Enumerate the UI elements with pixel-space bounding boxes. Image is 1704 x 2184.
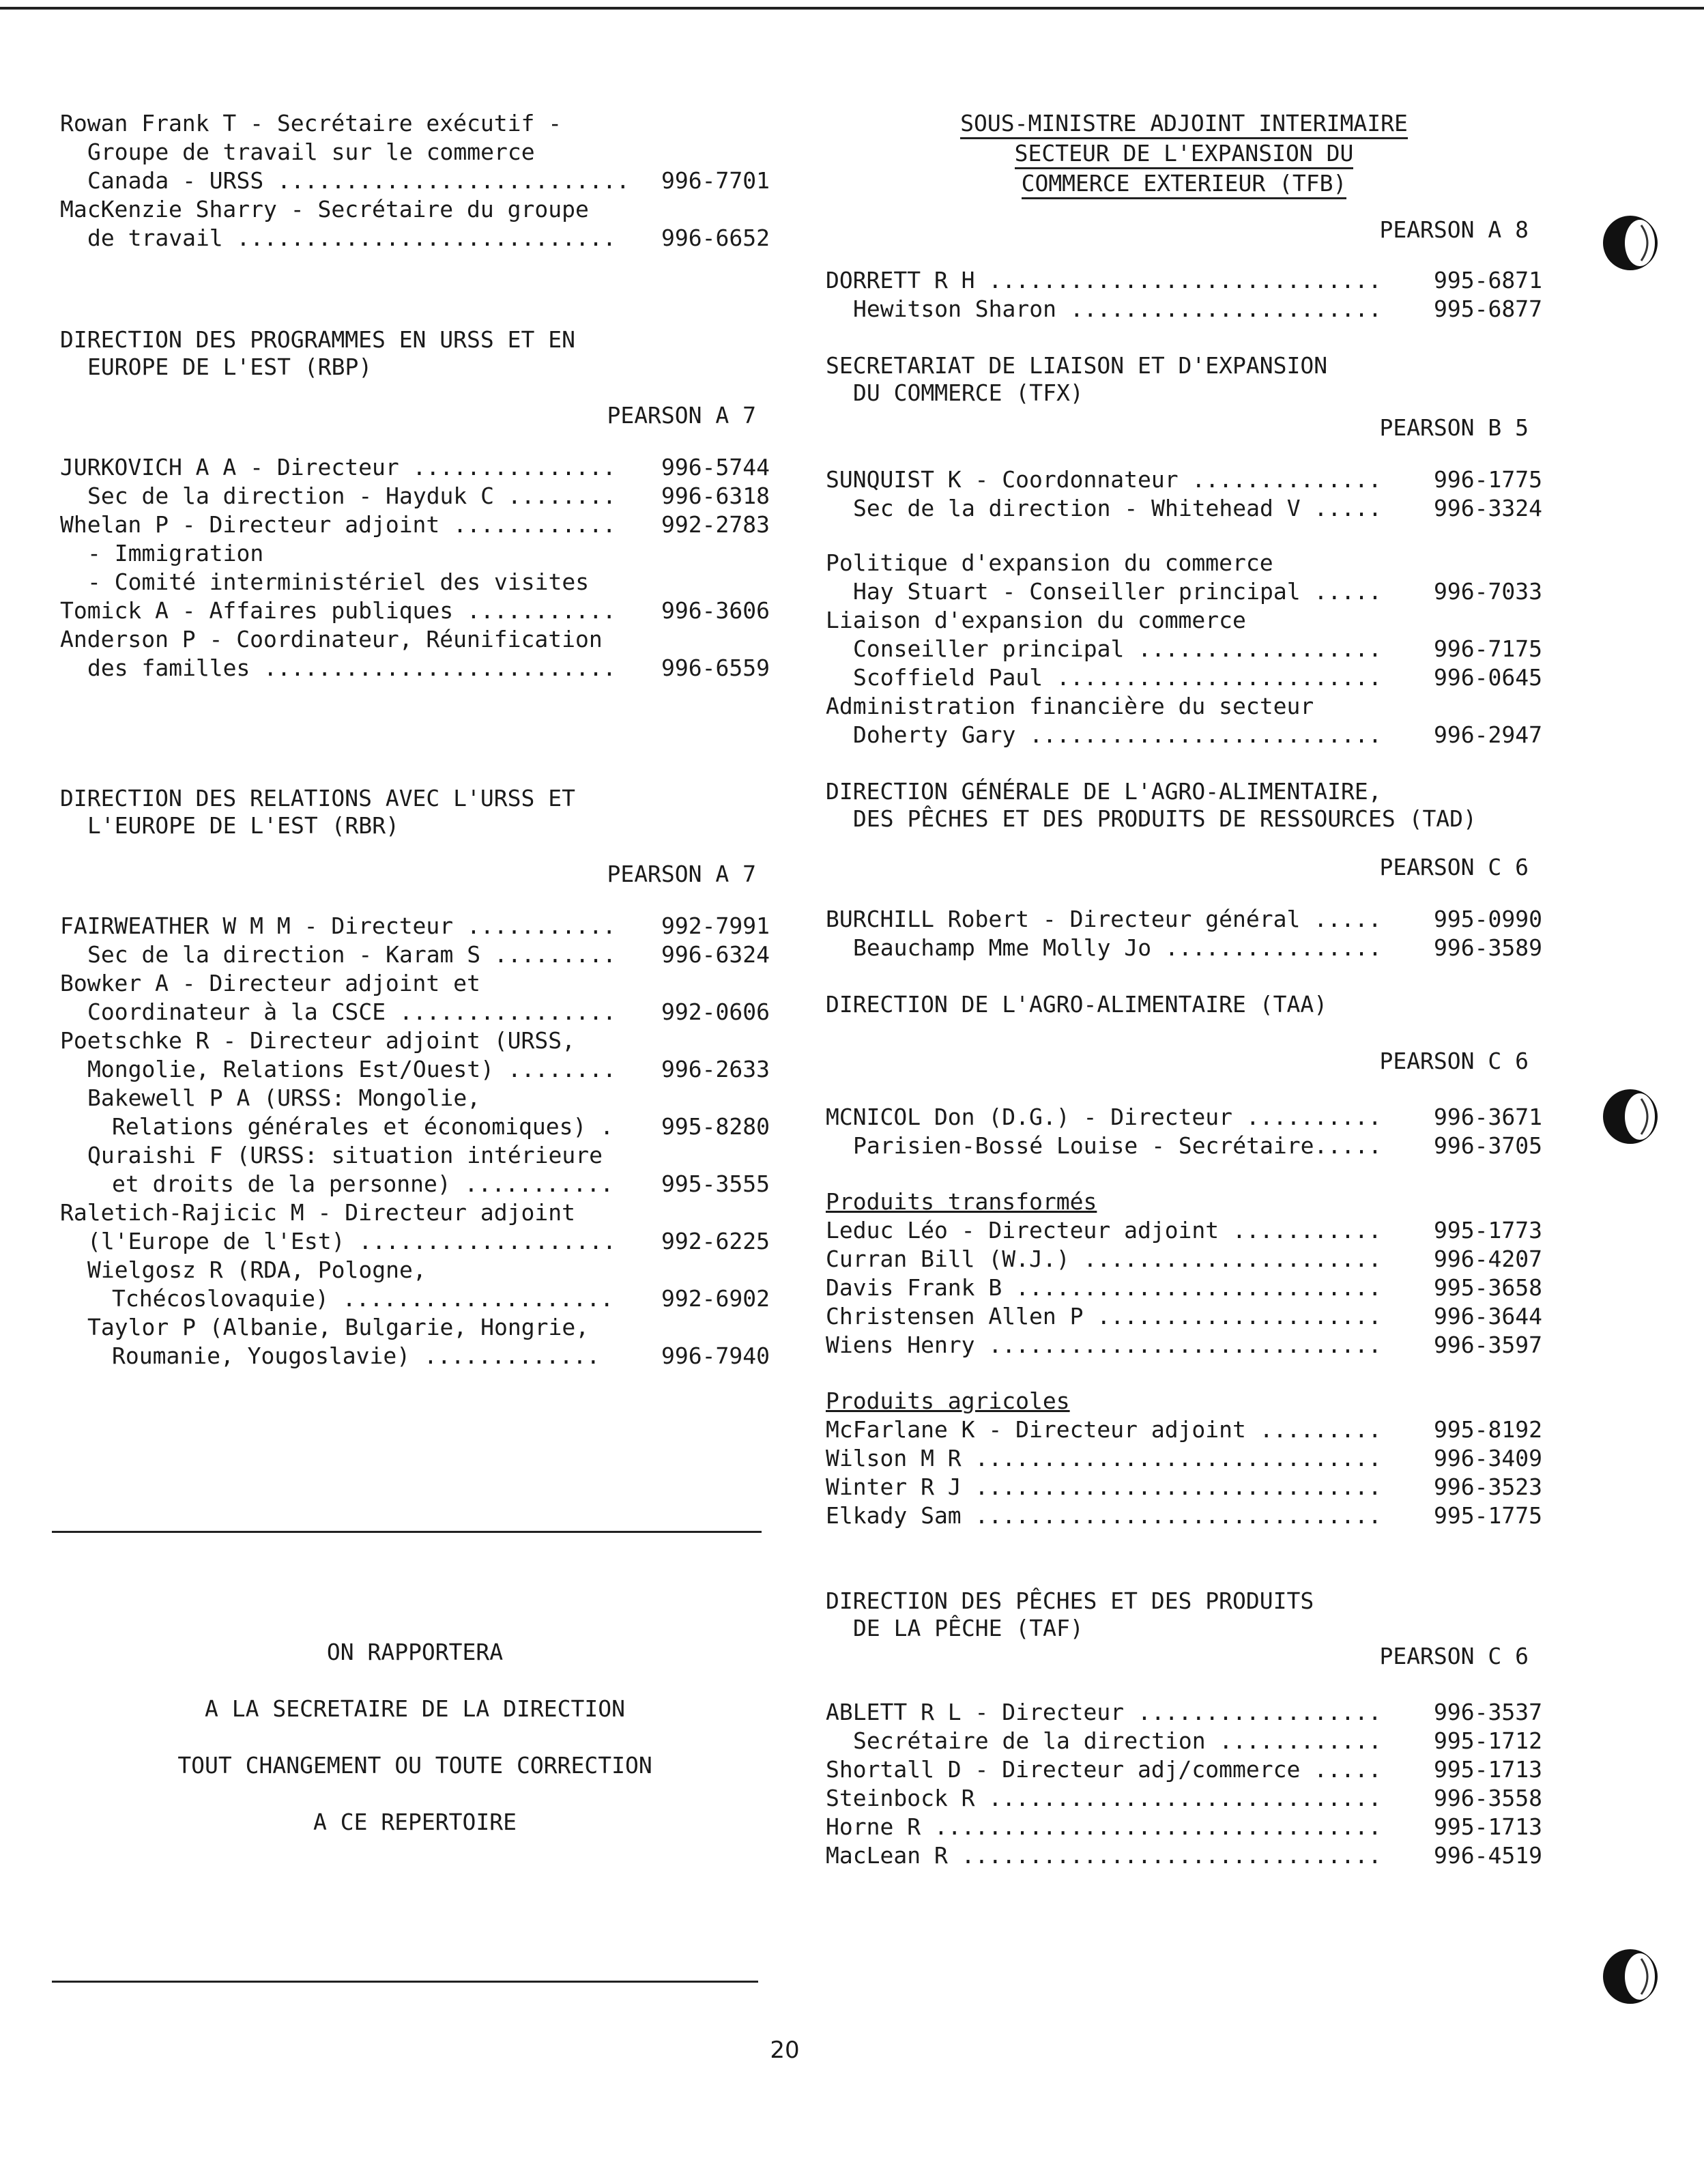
title-line: SECTEUR DE L'EXPANSION DU (1015, 139, 1354, 169)
title-line: COMMERCE EXTERIEUR (TFB) (1022, 169, 1347, 199)
phone-number: 996-1775 (1434, 466, 1542, 493)
phone-number: 995-8192 (1434, 1416, 1542, 1443)
entry-text: Shortall D - Directeur adj/commerce ..... (826, 1756, 1382, 1783)
processed-products-list (826, 1216, 1542, 1360)
entry-text: ABLETT R L - Directeur .................. (826, 1699, 1382, 1725)
entry-text: Anderson P - Coordinateur, Réunification (60, 626, 603, 652)
directory-entry (60, 912, 770, 940)
directory-entry (826, 1302, 1542, 1331)
notice-line: A CE REPERTOIRE (313, 1809, 517, 1835)
entry-text: Christensen Allen P ..................... (826, 1303, 1382, 1330)
entry-text: Curran Bill (W.J.) ...................... (826, 1246, 1382, 1272)
directory-entry (60, 539, 770, 568)
directory-entry (826, 721, 1542, 749)
phone-number: 995-1713 (1434, 1756, 1542, 1783)
phone-number: 996-7175 (1434, 635, 1542, 662)
entry-text: BURCHILL Robert - Directeur général ..... (826, 906, 1382, 932)
entry-text: FAIRWEATHER W M M - Directeur ........... (60, 913, 616, 939)
building-label: PEARSON A 8 (1379, 216, 1529, 243)
phone-number: 995-1775 (1434, 1502, 1542, 1529)
entry-text: Liaison d'expansion du commerce (826, 607, 1246, 633)
phone-number: 996-7940 (661, 1342, 770, 1369)
directory-entry (826, 1755, 1542, 1784)
building-label: PEARSON A 7 (607, 402, 756, 429)
directory-entry (826, 692, 1542, 721)
entry-text: Secrétaire de la direction ............ (853, 1727, 1382, 1754)
phone-number: 996-6324 (661, 941, 770, 968)
heading-line: DE LA PÊCHE (TAF) (853, 1615, 1084, 1641)
phone-number: 995-0990 (1434, 906, 1542, 932)
entry-text: SUNQUIST K - Coordonnateur .............. (826, 466, 1382, 493)
directory-entry (826, 1727, 1542, 1755)
phone-number: 996-3597 (1434, 1332, 1542, 1358)
tad-list (826, 905, 1542, 962)
phone-number: 995-3658 (1434, 1274, 1542, 1301)
section-heading-rbr (60, 785, 770, 839)
entry-text: Taylor P (Albanie, Bulgarie, Hongrie, (87, 1314, 590, 1340)
phone-number: 996-4207 (1434, 1246, 1542, 1272)
separator-rule (52, 1981, 758, 1983)
directory-entry (60, 511, 770, 539)
punch-hole-icon (1599, 1085, 1662, 1148)
entry-text: JURKOVICH A A - Directeur ............... (60, 454, 616, 480)
building-label: PEARSON C 6 (1379, 1048, 1529, 1074)
directory-entry (826, 905, 1542, 934)
phone-number: 992-6902 (661, 1285, 770, 1312)
rbp-list (60, 453, 770, 682)
directory-entry (60, 568, 770, 597)
entry-text: McFarlane K - Directeur adjoint ......... (826, 1416, 1382, 1443)
directory-entry (826, 295, 1542, 324)
phone-number: 992-7991 (661, 913, 770, 939)
directory-entry (826, 1245, 1542, 1274)
correction-notice (60, 1638, 770, 1865)
heading-line: SECRETARIAT DE LIAISON ET D'EXPANSION (826, 352, 1328, 379)
entry-text: Mongolie, Relations Est/Ouest) ........ (87, 1056, 616, 1082)
taf-list (826, 1698, 1542, 1870)
directory-entry (60, 1227, 770, 1256)
entry-text: Canada - URSS .......................... (87, 167, 630, 194)
entry-text: Leduc Léo - Directeur adjoint ........... (826, 1217, 1382, 1244)
rbr-list (60, 912, 770, 1370)
directory-entry (826, 1274, 1542, 1302)
directory-entry (826, 266, 1542, 295)
entry-text: et droits de la personne) ........... (112, 1170, 614, 1197)
separator-rule (52, 1531, 762, 1533)
directory-entry (60, 1256, 770, 1284)
directory-entry (826, 663, 1542, 692)
directory-entry (826, 1216, 1542, 1245)
subsection-heading (826, 1387, 1542, 1416)
directory-entry (60, 654, 770, 682)
directory-entry (826, 1132, 1542, 1160)
tfx-policy-list (826, 549, 1542, 749)
punch-hole-icon (1599, 212, 1662, 274)
heading-line: L'EUROPE DE L'EST (RBR) (87, 812, 399, 839)
phone-number: 996-3558 (1434, 1785, 1542, 1811)
directory-entry (60, 1313, 770, 1342)
heading-line: DIRECTION DES PROGRAMMES EN URSS ET EN (60, 326, 575, 353)
notice-line: ON RAPPORTERA (326, 1639, 504, 1665)
entry-text: Wilson M R .............................. (826, 1445, 1382, 1471)
tfb-list (826, 266, 1542, 324)
phone-number: 996-5744 (661, 454, 770, 480)
phone-number: 996-3324 (1434, 495, 1542, 521)
entry-text: Davis Frank B ........................... (826, 1274, 1382, 1301)
entry-text: Whelan P - Directeur adjoint ............ (60, 511, 616, 538)
phone-number: 992-6225 (661, 1228, 770, 1254)
left-column (60, 109, 770, 1370)
directory-entry (826, 1331, 1542, 1360)
directory-entry (826, 934, 1542, 962)
entry-text: Sec de la direction - Karam S ......... (87, 941, 616, 968)
directory-entry (826, 1103, 1542, 1132)
entry-text: Wiens Henry ............................. (826, 1332, 1382, 1358)
directory-entry (60, 109, 770, 138)
section-heading-taf (826, 1587, 1542, 1642)
directory-entry (60, 940, 770, 969)
entry-text: Doherty Gary .......................... (853, 721, 1382, 748)
intro-list (60, 109, 770, 253)
entry-text: DORRETT R H ............................. (826, 267, 1382, 293)
heading-line: EUROPE DE L'EST (RBP) (87, 354, 373, 380)
notice-line: TOUT CHANGEMENT OU TOUTE CORRECTION (177, 1752, 652, 1779)
entry-text: MacKenzie Sharry - Secrétaire du groupe (60, 196, 589, 222)
sector-title (826, 109, 1542, 199)
heading-line: DIRECTION DES RELATIONS AVEC L'URSS ET (60, 785, 575, 811)
entry-text: Politique d'expansion du commerce (826, 549, 1273, 576)
directory-entry (826, 1502, 1542, 1530)
heading-line: DU COMMERCE (TFX) (853, 379, 1084, 406)
phone-number: 996-3705 (1434, 1132, 1542, 1159)
tfx-list (826, 465, 1542, 523)
directory-entry (826, 1698, 1542, 1727)
directory-entry (826, 577, 1542, 606)
subsection-title: Produits transformés (826, 1188, 1097, 1215)
notice-line: A LA SECRETAIRE DE LA DIRECTION (205, 1695, 625, 1722)
entry-text: Bowker A - Directeur adjoint et (60, 970, 480, 996)
entry-text: de travail ............................ (87, 225, 616, 251)
phone-number: 995-6871 (1434, 267, 1542, 293)
entry-text: Conseiller principal .................. (853, 635, 1382, 662)
directory-entry (60, 138, 770, 167)
building-label: PEARSON B 5 (1379, 414, 1529, 441)
directory-entry (60, 1342, 770, 1370)
phone-number: 996-7701 (661, 167, 770, 194)
entry-text: Tomick A - Affaires publiques ........... (60, 597, 616, 624)
entry-text: Steinbock R ............................. (826, 1785, 1382, 1811)
directory-entry (826, 465, 1542, 494)
taa-list (826, 1103, 1542, 1160)
directory-entry (826, 1841, 1542, 1870)
entry-text: Rowan Frank T - Secrétaire exécutif - (60, 110, 562, 136)
entry-text: - Comité interministériel des visites (87, 569, 590, 595)
building-label: PEARSON C 6 (1379, 1643, 1529, 1669)
building-label: PEARSON A 7 (607, 861, 756, 887)
directory-entry (60, 167, 770, 195)
section-heading-tfx (826, 352, 1542, 407)
entry-text: Quraishi F (URSS: situation intérieure (87, 1142, 603, 1168)
directory-entry (826, 494, 1542, 523)
entry-text: Parisien-Bossé Louise - Secrétaire..... (853, 1132, 1382, 1159)
entry-text: Relations générales et économiques) . (112, 1113, 614, 1140)
directory-entry (826, 549, 1542, 577)
entry-text: des familles .......................... (87, 655, 616, 681)
directory-entry (60, 1141, 770, 1170)
entry-text: Bakewell P A (URSS: Mongolie, (87, 1084, 481, 1111)
phone-number: 996-0645 (1434, 664, 1542, 691)
directory-entry (60, 998, 770, 1026)
agricultural-products-list (826, 1416, 1542, 1530)
heading-line: DES PÊCHES ET DES PRODUITS DE RESSOURCES (TAD) (853, 805, 1477, 832)
entry-text: Sec de la direction - Whitehead V ..... (853, 495, 1382, 521)
phone-number: 995-8280 (661, 1113, 770, 1140)
phone-number: 996-6652 (661, 225, 770, 251)
entry-text: Raletich-Rajicic M - Directeur adjoint (60, 1199, 575, 1226)
phone-number: 995-6877 (1434, 296, 1542, 322)
section-heading-rbp (60, 326, 770, 381)
entry-text: Beauchamp Mme Molly Jo ................ (853, 934, 1382, 961)
phone-number: 996-3409 (1434, 1445, 1542, 1471)
entry-text: Administration financière du secteur (826, 693, 1314, 719)
entry-text: Coordinateur à la CSCE ................ (87, 998, 616, 1025)
phone-number: 996-6318 (661, 483, 770, 509)
directory-entry (60, 1026, 770, 1055)
phone-number: 996-4519 (1434, 1842, 1542, 1869)
entry-text: Scoffield Paul ........................ (853, 664, 1382, 691)
directory-entry (60, 482, 770, 511)
directory-entry (60, 195, 770, 224)
directory-entry (60, 1084, 770, 1112)
directory-entry (60, 1055, 770, 1084)
phone-number: 992-2783 (661, 511, 770, 538)
entry-text: Poetschke R - Directeur adjoint (URSS, (60, 1027, 575, 1054)
entry-text: MCNICOL Don (D.G.) - Directeur .......... (826, 1104, 1382, 1130)
heading-line: DIRECTION DES PÊCHES ET DES PRODUITS (826, 1587, 1314, 1614)
directory-entry (826, 1416, 1542, 1444)
phone-number: 995-3555 (661, 1170, 770, 1197)
directory-entry (60, 969, 770, 998)
punch-hole-icon (1599, 1945, 1662, 2008)
directory-entry (60, 597, 770, 625)
phone-number: 996-3537 (1434, 1699, 1542, 1725)
phone-number: 995-1713 (1434, 1813, 1542, 1840)
phone-number: 996-3606 (661, 597, 770, 624)
directory-entry (60, 1170, 770, 1198)
directory-entry (60, 1284, 770, 1313)
phone-number: 996-6559 (661, 655, 770, 681)
entry-text: MacLean R ............................... (826, 1842, 1382, 1869)
directory-entry (826, 1444, 1542, 1473)
subsection-heading (826, 1188, 1542, 1216)
right-column (826, 109, 1542, 1870)
phone-number: 996-7033 (1434, 578, 1542, 605)
phone-number: 992-0606 (661, 998, 770, 1025)
directory-entry (60, 1112, 770, 1141)
entry-text: Groupe de travail sur le commerce (87, 139, 535, 165)
entry-text: Wielgosz R (RDA, Pologne, (87, 1256, 427, 1283)
entry-text: Horne R ................................. (826, 1813, 1382, 1840)
directory-entry (60, 1198, 770, 1227)
building-label: PEARSON C 6 (1379, 854, 1529, 880)
directory-entry (826, 1784, 1542, 1813)
heading-line: DIRECTION DE L'AGRO-ALIMENTAIRE (TAA) (826, 991, 1328, 1018)
subsection-title: Produits agricoles (826, 1388, 1070, 1414)
directory-entry (826, 1813, 1542, 1841)
phone-number: 995-1773 (1434, 1217, 1542, 1244)
entry-text: Sec de la direction - Hayduk C ........ (87, 483, 616, 509)
phone-number: 996-3589 (1434, 934, 1542, 961)
entry-text: Elkady Sam .............................. (826, 1502, 1382, 1529)
entry-text: Roumanie, Yougoslavie) ............. (112, 1342, 601, 1369)
title-line: SOUS-MINISTRE ADJOINT INTERIMAIRE (960, 109, 1408, 139)
section-heading-tad (826, 778, 1542, 833)
directory-entry (60, 453, 770, 482)
phone-number: 996-3671 (1434, 1104, 1542, 1130)
page-number: 20 (770, 2037, 800, 2064)
entry-text: (l'Europe de l'Est) ................... (87, 1228, 616, 1254)
heading-line: DIRECTION GÉNÉRALE DE L'AGRO-ALIMENTAIRE, (826, 778, 1382, 805)
section-heading-taa (826, 991, 1542, 1018)
entry-text: Tchécoslovaquie) .................... (112, 1285, 614, 1312)
directory-entry (60, 625, 770, 654)
phone-number: 996-3644 (1434, 1303, 1542, 1330)
entry-text: Hewitson Sharon ....................... (853, 296, 1382, 322)
entry-text: Winter R J .............................. (826, 1474, 1382, 1500)
directory-entry (60, 224, 770, 253)
directory-entry (826, 1473, 1542, 1502)
directory-entry (826, 635, 1542, 663)
directory-entry (826, 606, 1542, 635)
phone-number: 995-1712 (1434, 1727, 1542, 1754)
entry-text: - Immigration (87, 540, 264, 566)
phone-number: 996-3523 (1434, 1474, 1542, 1500)
phone-number: 996-2947 (1434, 721, 1542, 748)
entry-text: Hay Stuart - Conseiller principal ..... (853, 578, 1382, 605)
top-edge-line (0, 7, 1704, 10)
phone-number: 996-2633 (661, 1056, 770, 1082)
